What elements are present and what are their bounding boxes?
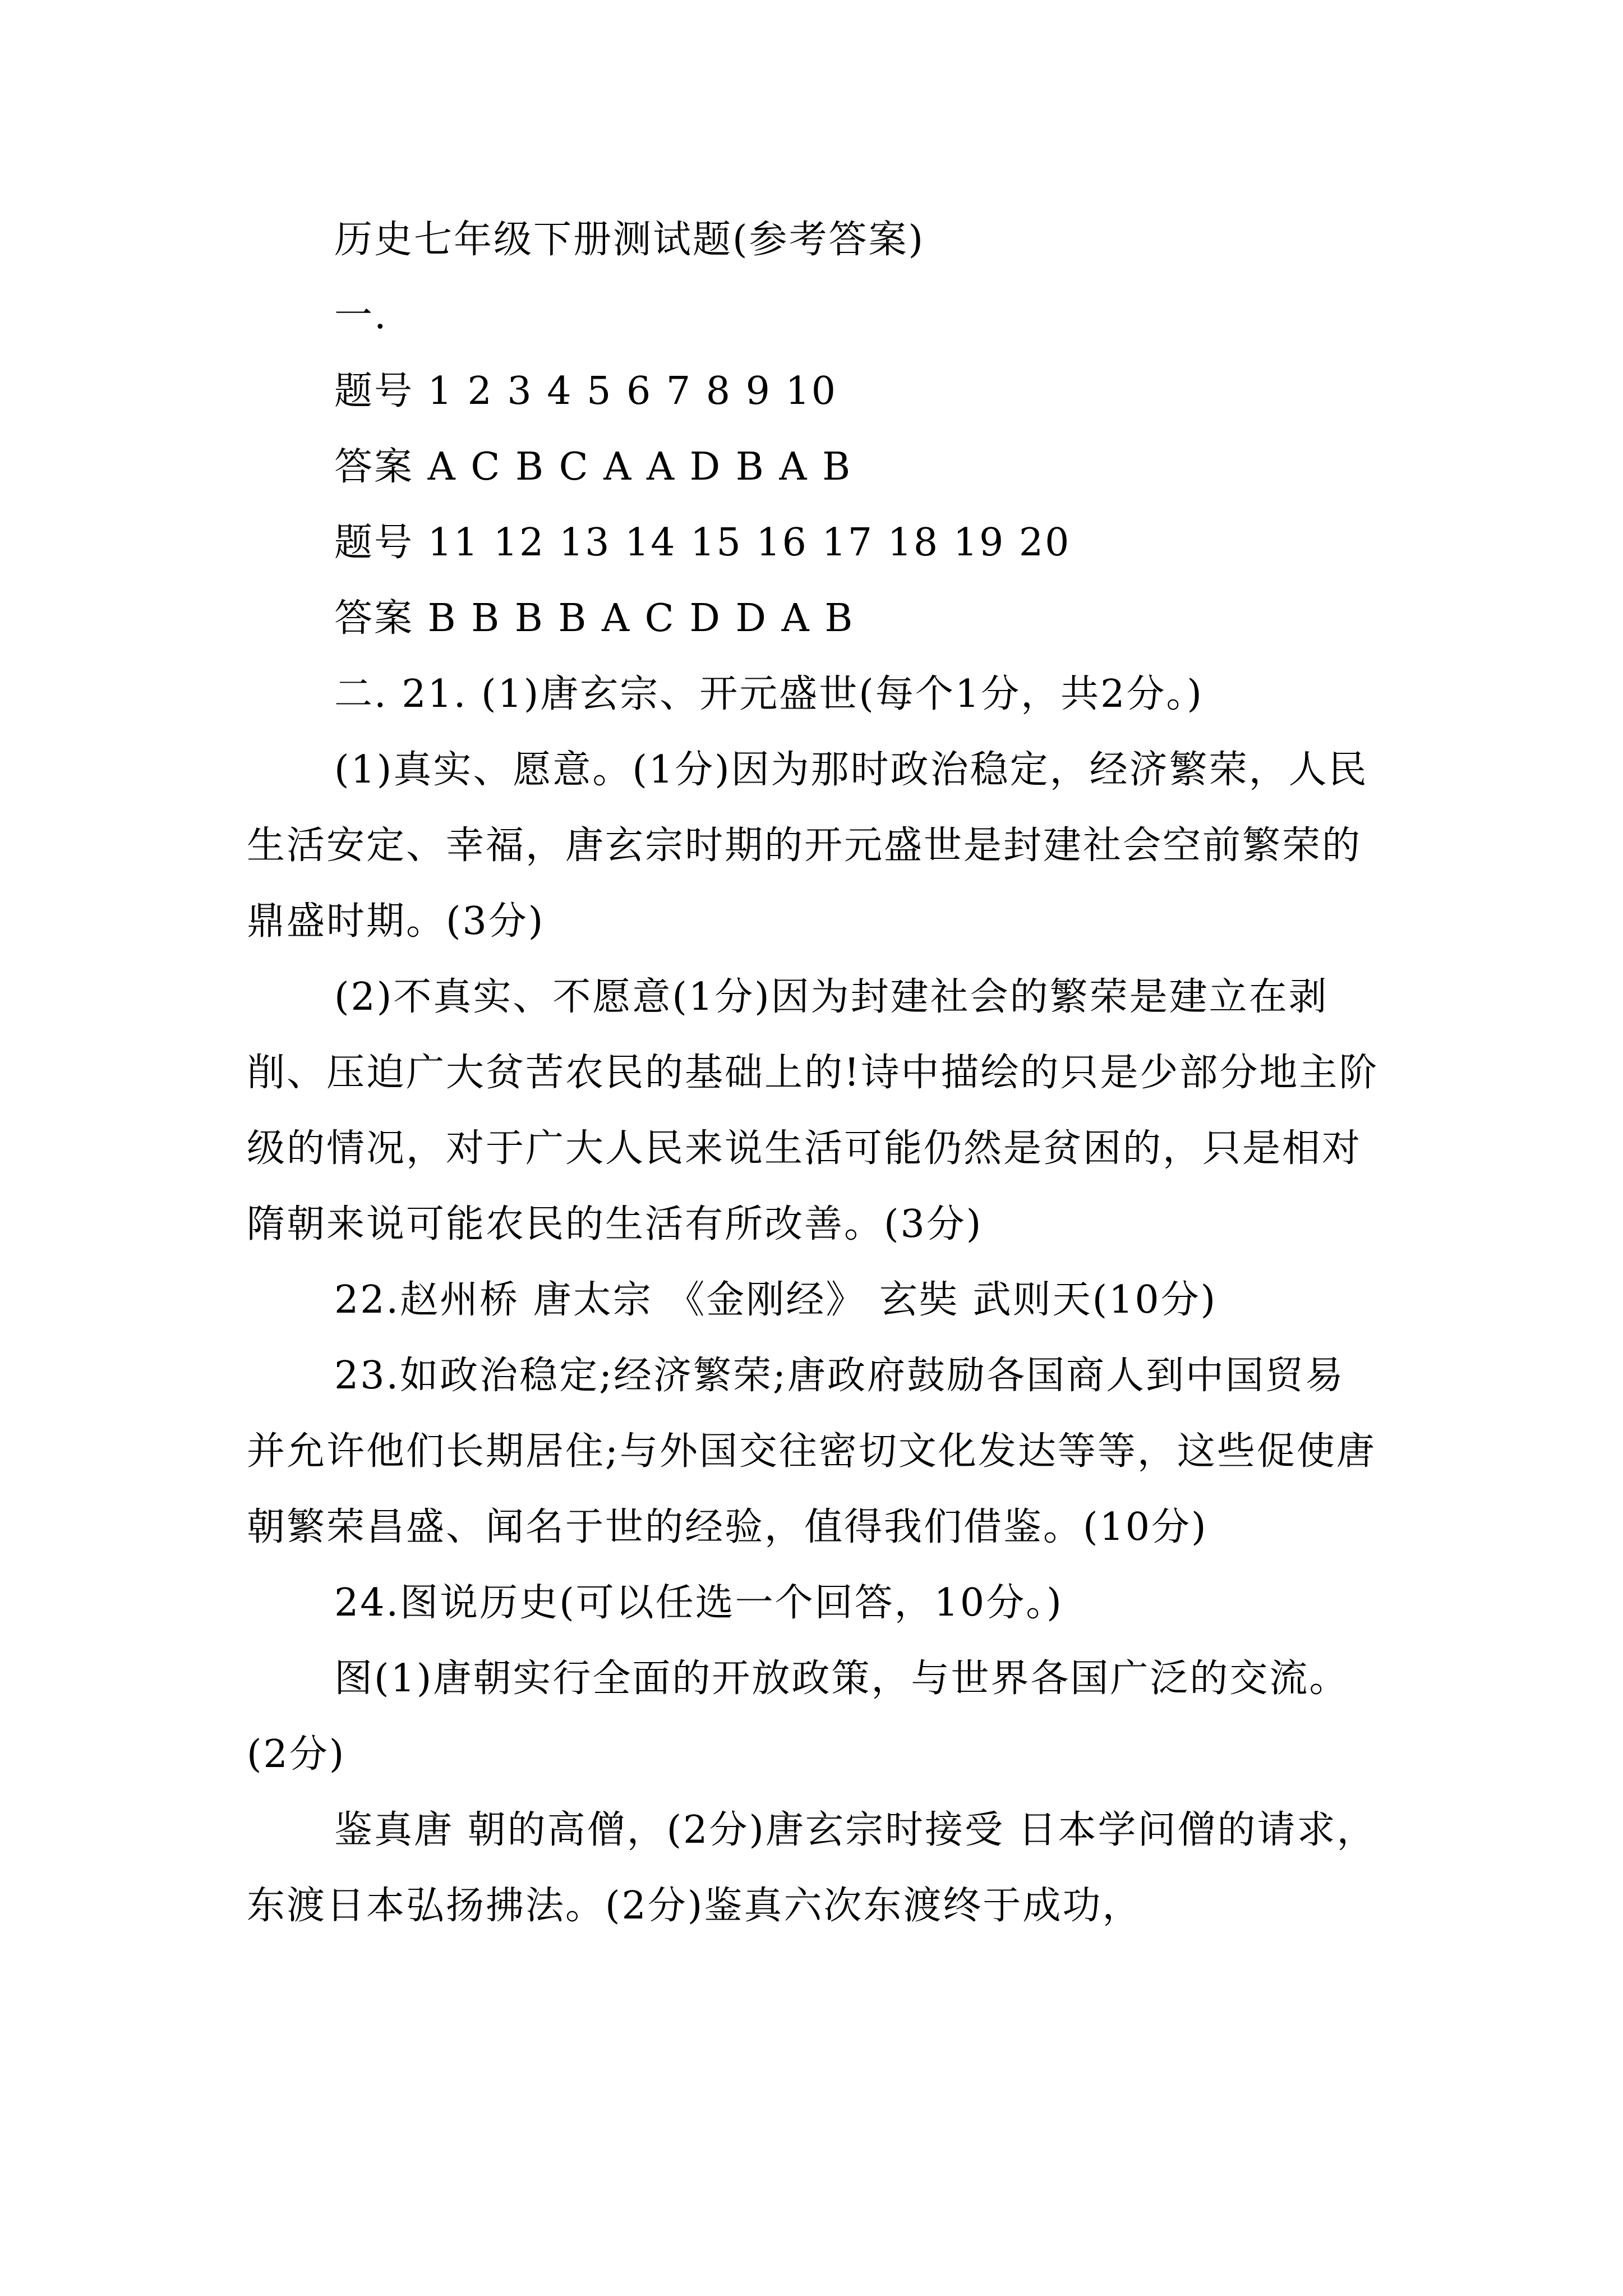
question-24-jianzhen: 鉴真唐 朝的高僧，(2分)唐玄宗时接受 日本学问僧的请求，东渡日本弘扬拂法。(2分)鉴真六次东渡终于成功， [247,1808,1377,1928]
answer-row-answers-1-10: 答案 A C B C A A D B A B [334,445,852,489]
page-title: 历史七年级下册测试题(参考答案) [334,218,925,262]
question-21-part-2: (2)不真实、不愿意(1分)因为封建社会的繁荣是建立在剥削、压迫广大贫苦农民的基础上的!诗中描绘的只是少部分地主阶级的情况，对于广大人民来说生活可能仍然是贫困的，只是相对隋朝来说可能农民的生活有所改善。(3分) [247,975,1379,1246]
answer-row-numbers-11-20: 题号 11 12 13 14 15 16 17 18 19 20 [334,521,1071,565]
question-21-part-1: (1)真实、愿意。(1分)因为那时政治稳定，经济繁荣，人民生活安定、幸福，唐玄宗时期的开元盛世是封建社会空前繁荣的鼎盛时期。(3分) [247,748,1368,944]
question-21-intro: 二. 21. (1)唐玄宗、开元盛世(每个1分，共2分。) [334,672,1204,716]
section-one-marker: 一. [334,293,388,338]
question-22-answer: 22.赵州桥 唐太宗 《金刚经》 玄奘 武则天(10分) [334,1278,1218,1322]
question-24-heading: 24.图说历史(可以任选一个回答，10分。) [334,1581,1063,1625]
question-24-figure-1: 图(1)唐朝实行全面的开放政策，与世界各国广泛的交流。(2分) [247,1657,1349,1777]
answer-row-answers-11-20: 答案 B B B B A C D D A B [334,596,855,641]
question-23-answer: 23.如政治稳定;经济繁荣;唐政府鼓励各国商人到中国贸易并允许他们长期居住;与外国交往密切文化发达等等，这些促使唐朝繁荣昌盛、闻名于世的经验，值得我们借鉴。(10分) [247,1354,1376,1549]
document-body [247,202,1380,1944]
answer-row-numbers-1-10: 题号 1 2 3 4 5 6 7 8 9 10 [334,369,838,413]
